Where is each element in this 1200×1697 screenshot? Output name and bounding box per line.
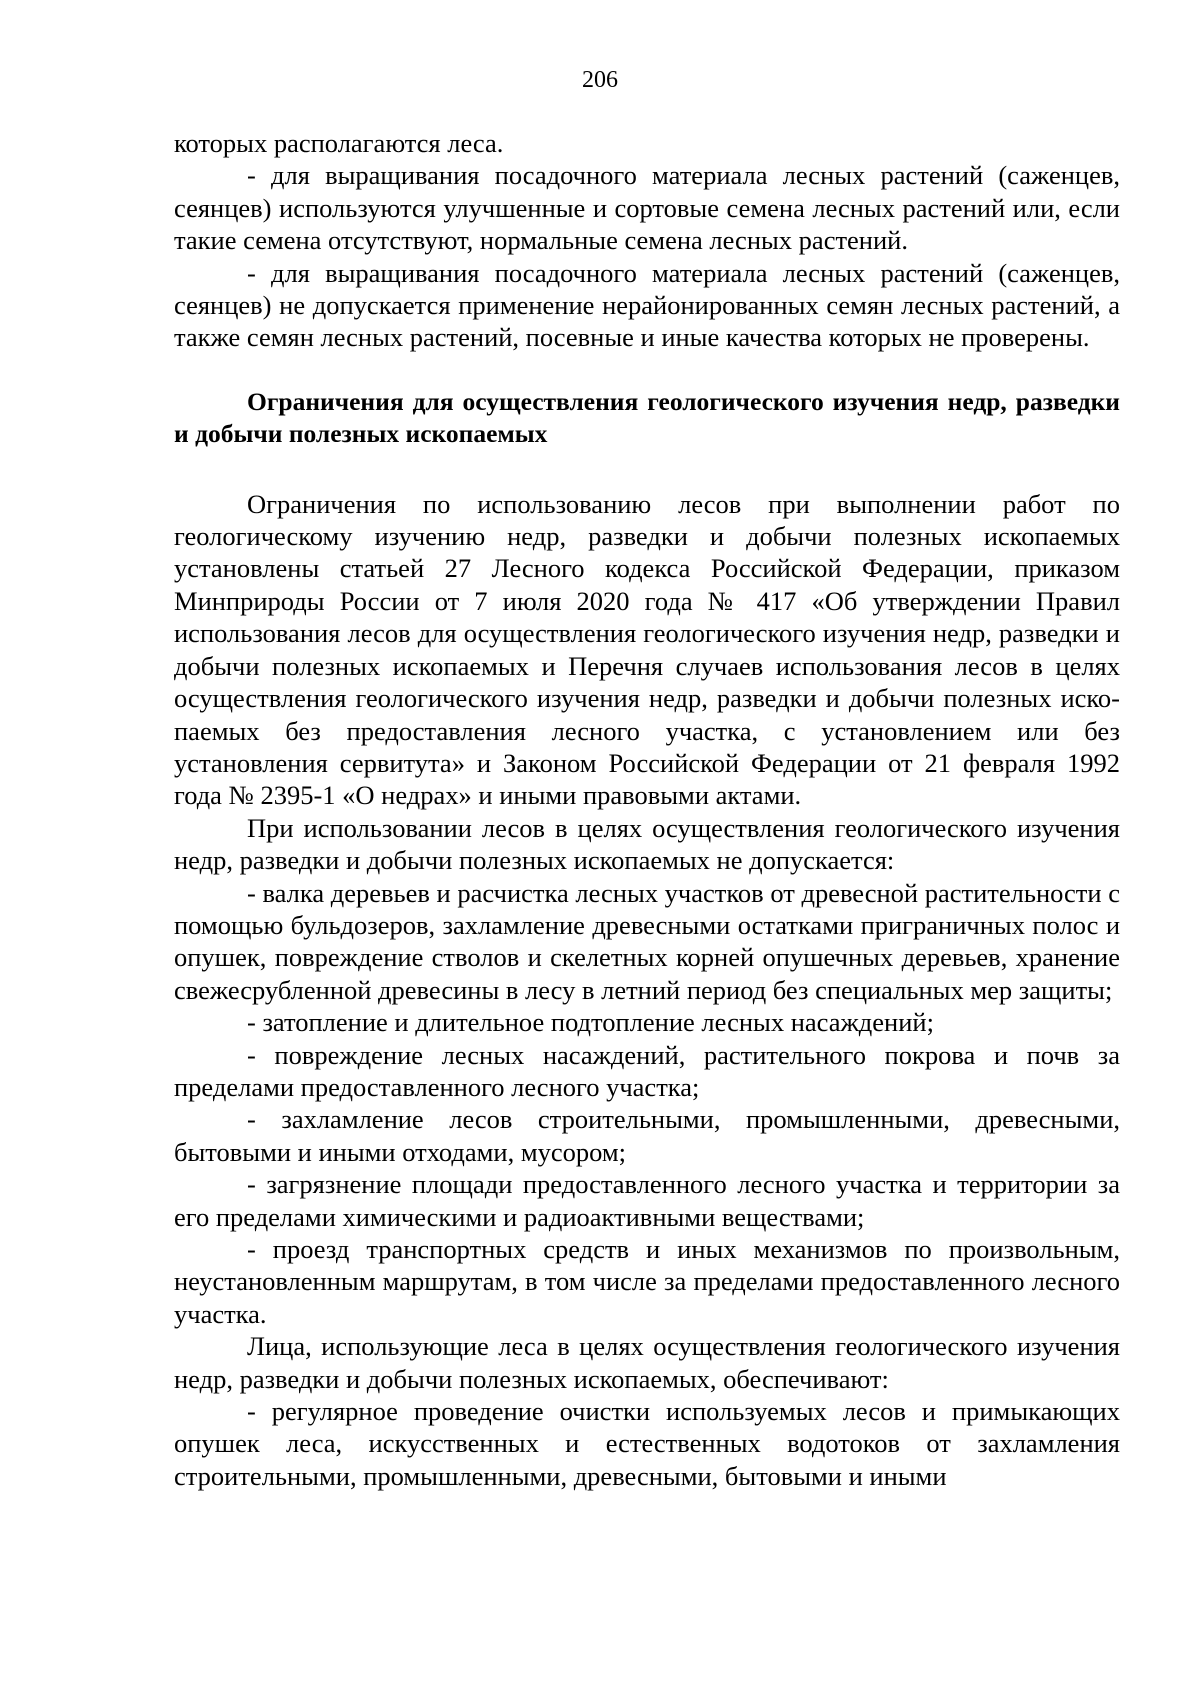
- paragraph: Лица, использующие леса в целях осуществления геологического изучения недр, разведки и добычи полезных ископаемых, обеспечивают:: [174, 1331, 1120, 1394]
- list-item: - загрязнение площади предоставленного лесного участка и территории за его пределами химическими и радиоактивными веществами;: [174, 1169, 1120, 1232]
- list-item: - валка деревьев и расчистка лесных участков от древесной растительности с помощью бульдозеров, захламление древесными остатками приграничных полос и опушек, повреждение стволов и скелетных корней опушечных деревьев, хранение свежесрубленной древесины в лесу в летний период без специальных мер защиты;: [174, 877, 1120, 1005]
- paragraph: Ограничения по использованию лесов при выполнении работ по геологическому изучению недр, разведки и добычи полезных ископаемых установлены статьей 27 Лесного кодекса Российской Федерации, приказом Минприроды России от 7 июля 2020 года № 417 «Об утверждении Правил использования лесов для осуществления геологического изучения недр, разведки и добычи полезных ископаемых и Перечня случаев использования лесов в целях осуществления геологического изучения недр, разведки и добычи полезных иско-паемых без предоставления лесного участка, с установлением или без установления сервитута» и Законом Российской Федерации от 21 февраля 1992 года № 2395-1 «О недрах» и иными правовыми актами.: [174, 488, 1120, 811]
- page-number: 206: [582, 67, 618, 93]
- section-heading: Ограничения для осуществления геологического изучения недр, разведки и добычи полезных ископаемых: [174, 386, 1120, 449]
- list-item: - повреждение лесных насаждений, растительного покрова и почв за пределами предоставленного лесного участка;: [174, 1039, 1120, 1102]
- list-item: - для выращивания посадочного материала лесных растений (саженцев, сеянцев) используются улучшенные и сортовые семена лесных растений или, если такие семена отсутствуют, нормальные семена лесных растений.: [174, 160, 1120, 256]
- list-item: - захламление лесов строительными, промышленными, древесными, бытовыми и иными отходами, мусором;: [174, 1104, 1120, 1167]
- list-item: - проезд транспортных средств и иных механизмов по произвольным, неустановленным маршрутам, в том числе за пределами предоставленного лесного участка.: [174, 1234, 1120, 1329]
- list-item: - регулярное проведение очистки используемых лесов и примыкающих опушек леса, искусственных и естественных водотоков от захламления строительными, промышленными, древесными, бытовыми и иными: [174, 1396, 1120, 1491]
- list-item: - для выращивания посадочного материала лесных растений (саженцев, сеянцев) не допускается применение нерайонированных семян лесных растений, а также семян лесных растений, посевные и иные качества которых не проверены.: [174, 257, 1120, 353]
- page-content: [174, 127, 1120, 1492]
- paragraph: которых располагаются леса.: [174, 128, 504, 158]
- list-item: - затопление и длительное подтопление лесных насаждений;: [247, 1007, 934, 1038]
- paragraph: При использовании лесов в целях осуществления геологического изучения недр, разведки и добычи полезных ископаемых не допускается:: [174, 812, 1120, 876]
